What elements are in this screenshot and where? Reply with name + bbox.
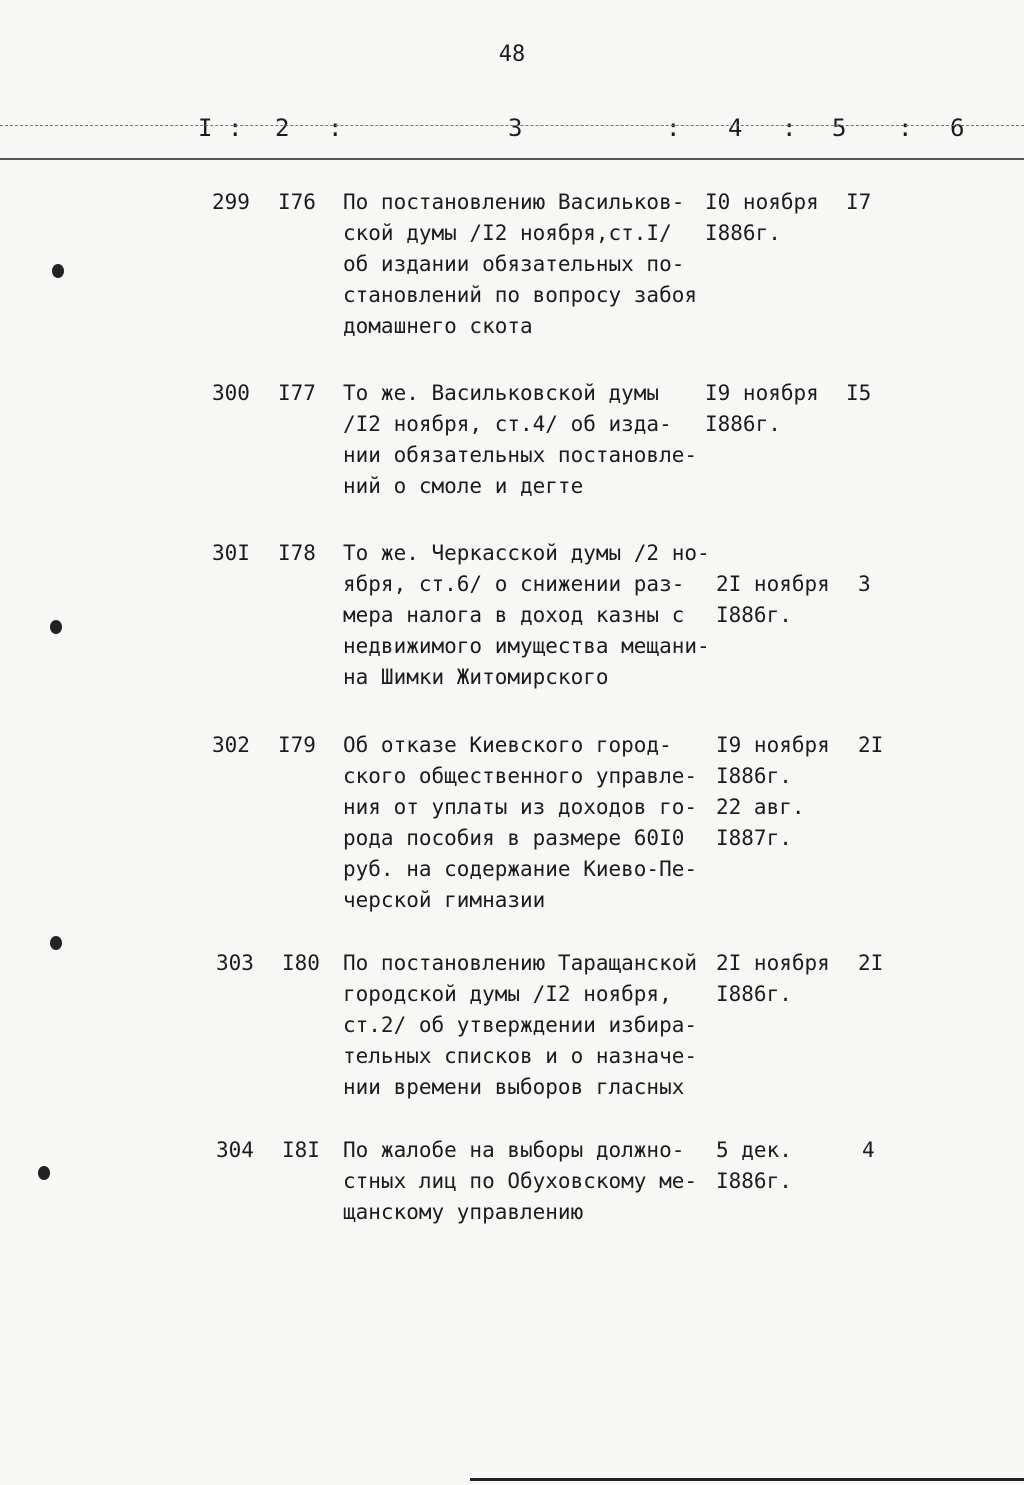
entry-number: 300: [212, 381, 250, 405]
description-line: То же. Черкасской думы /2 но-: [343, 541, 710, 565]
header-top-rule: [0, 125, 1024, 126]
entry-description: [343, 538, 723, 693]
description-line: об издании обязательных по-: [343, 252, 685, 276]
description-line: становлений по вопросу забоя: [343, 283, 698, 307]
entry-description: [343, 378, 723, 502]
description-line: стных лиц по Обуховскому ме-: [343, 1169, 698, 1193]
date-line: 22 авг.: [716, 795, 805, 819]
header-bottom-rule: [0, 158, 1024, 160]
page-count: 2I: [858, 733, 884, 757]
description-line: ст.2/ об утверждении избира-: [343, 1013, 698, 1037]
document-number: I80: [282, 951, 320, 975]
page-number: 48: [498, 42, 526, 67]
column-header-6: 6: [950, 114, 965, 142]
document-number: I79: [278, 733, 316, 757]
description-line: руб. на содержание Киево-Пе-: [343, 857, 698, 881]
date-line: I886г.: [716, 1169, 792, 1193]
page-count: I7: [846, 190, 872, 214]
description-line: тельных списков и о назначе-: [343, 1044, 698, 1068]
column-separator: :: [898, 114, 913, 142]
date-line: I9 ноября: [705, 381, 819, 405]
page-count: I5: [846, 381, 872, 405]
entry-dates: [716, 948, 856, 1010]
description-line: ния от уплаты из доходов го-: [343, 795, 698, 819]
date-line: I0 ноября: [705, 190, 819, 214]
entry-description: [343, 948, 723, 1103]
description-line: ний о смоле и дегте: [343, 474, 584, 498]
entry-description: [343, 187, 723, 342]
column-header-2: 2: [275, 114, 290, 142]
description-line: /I2 ноября, ст.4/ об изда-: [343, 412, 672, 436]
description-line: нии времени выборов гласных: [343, 1075, 685, 1099]
date-line: I886г.: [716, 982, 792, 1006]
entry-description: [343, 730, 723, 916]
entry-dates: [705, 378, 845, 440]
page-count: 4: [862, 1138, 875, 1162]
description-line: ября, ст.6/ о снижении раз-: [343, 572, 685, 596]
description-line: То же. Васильковской думы: [343, 381, 660, 405]
date-line: I887г.: [716, 826, 792, 850]
column-separator: :: [782, 114, 797, 142]
date-line: I886г.: [716, 764, 792, 788]
bottom-edge-rule: [470, 1478, 1024, 1481]
column-separator: :: [666, 114, 681, 142]
document-number: I78: [278, 541, 316, 565]
date-line: 2I ноября: [716, 572, 830, 596]
entry-dates: [716, 1135, 856, 1197]
entry-number: 302: [212, 733, 250, 757]
description-line: По постановлению Таращанской: [343, 951, 698, 975]
column-header-3: 3: [508, 114, 523, 142]
punch-hole-mark: [52, 264, 64, 278]
entry-number: 299: [212, 190, 250, 214]
date-line: I9 ноября: [716, 733, 830, 757]
description-line: черской гимназии: [343, 888, 546, 912]
entry-number: 304: [216, 1138, 254, 1162]
description-line: ской думы /I2 ноября,ст.I/: [343, 221, 672, 245]
column-header-1: I: [198, 114, 213, 142]
entry-description: [343, 1135, 723, 1228]
description-line: ского общественного управле-: [343, 764, 698, 788]
page-count: 2I: [858, 951, 884, 975]
page-count: 3: [858, 572, 871, 596]
punch-hole-mark: [50, 936, 62, 950]
description-line: на Шимки Житомирского: [343, 665, 609, 689]
punch-hole-mark: [50, 620, 62, 634]
entry-dates: [716, 730, 856, 854]
entry-dates: [716, 569, 856, 631]
description-line: Об отказе Киевского город-: [343, 733, 672, 757]
description-line: щанскому управлению: [343, 1200, 584, 1224]
column-header-4: 4: [728, 114, 743, 142]
description-line: недвижимого имущества мещани-: [343, 634, 710, 658]
entry-number: 30I: [212, 541, 250, 565]
document-number: I76: [278, 190, 316, 214]
description-line: рода пособия в размере 60I0: [343, 826, 685, 850]
description-line: мера налога в доход казны с: [343, 603, 685, 627]
column-header-5: 5: [832, 114, 847, 142]
column-separator: :: [328, 114, 343, 142]
column-separator: :: [228, 114, 243, 142]
description-line: домашнего скота: [343, 314, 533, 338]
date-line: 2I ноября: [716, 951, 830, 975]
description-line: По жалобе на выборы должно-: [343, 1138, 685, 1162]
entry-dates: [705, 187, 845, 249]
date-line: I886г.: [705, 412, 781, 436]
description-line: нии обязательных постановле-: [343, 443, 698, 467]
date-line: I886г.: [716, 603, 792, 627]
punch-hole-mark: [38, 1166, 50, 1180]
document-number: I8I: [282, 1138, 320, 1162]
description-line: городской думы /I2 ноября,: [343, 982, 672, 1006]
description-line: По постановлению Васильков-: [343, 190, 685, 214]
date-line: 5 дек.: [716, 1138, 792, 1162]
entry-number: 303: [216, 951, 254, 975]
document-number: I77: [278, 381, 316, 405]
date-line: I886г.: [705, 221, 781, 245]
